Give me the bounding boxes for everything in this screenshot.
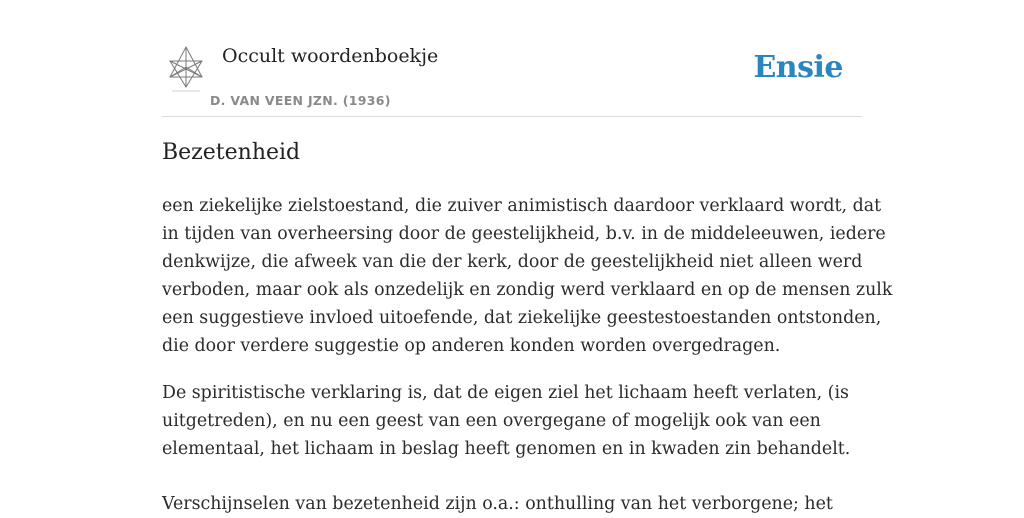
book-title[interactable]: Occult woordenboekje	[222, 45, 439, 67]
paragraph-line: Verschijnselen van bezetenheid zijn o.a.: onthulling van het verborgene; het	[162, 494, 833, 514]
page	[162, 0, 893, 514]
paragraph-line: uitgetreden), en nu een geest van een overgegane of mogelijk ook van een	[162, 411, 821, 431]
paragraph-line: De spiritistische verklaring is, dat de eigen ziel het lichaam heeft verlaten, (is	[162, 383, 849, 403]
paragraph-line: verboden, maar ook als onzedelijk en zondig werd verklaard en op de mensen zulk	[162, 280, 893, 300]
merkaba-star-icon	[166, 45, 206, 93]
paragraph	[162, 379, 862, 463]
paragraph-line: denkwijze, die afweek van die der kerk, door de geestelijkheid niet alleen werd	[162, 252, 863, 272]
paragraph-line: een suggestieve invloed uitoefende, dat ziekelijke geestestoestanden ontstonden,	[162, 308, 882, 328]
entry-title: Bezetenheid	[162, 140, 301, 165]
book-author: D. VAN VEEN JZN. (1936)	[210, 93, 391, 108]
paragraph-line: elementaal, het lichaam in beslag heeft genomen en in kwaden zin behandelt.	[162, 439, 851, 459]
paragraph-line: die door verdere suggestie op anderen konden worden overgedragen.	[162, 336, 781, 356]
paragraph-line: in tijden van overheersing door de geestelijkheid, b.v. in de middeleeuwen, iedere	[162, 224, 886, 244]
paragraph	[162, 192, 893, 360]
header	[162, 0, 862, 117]
paragraph	[162, 490, 862, 518]
ensie-logo-link[interactable]: Ensie	[753, 50, 843, 85]
paragraph-line: een ziekelijke zielstoestand, die zuiver animistisch daardoor verklaard wordt, dat	[162, 196, 882, 216]
